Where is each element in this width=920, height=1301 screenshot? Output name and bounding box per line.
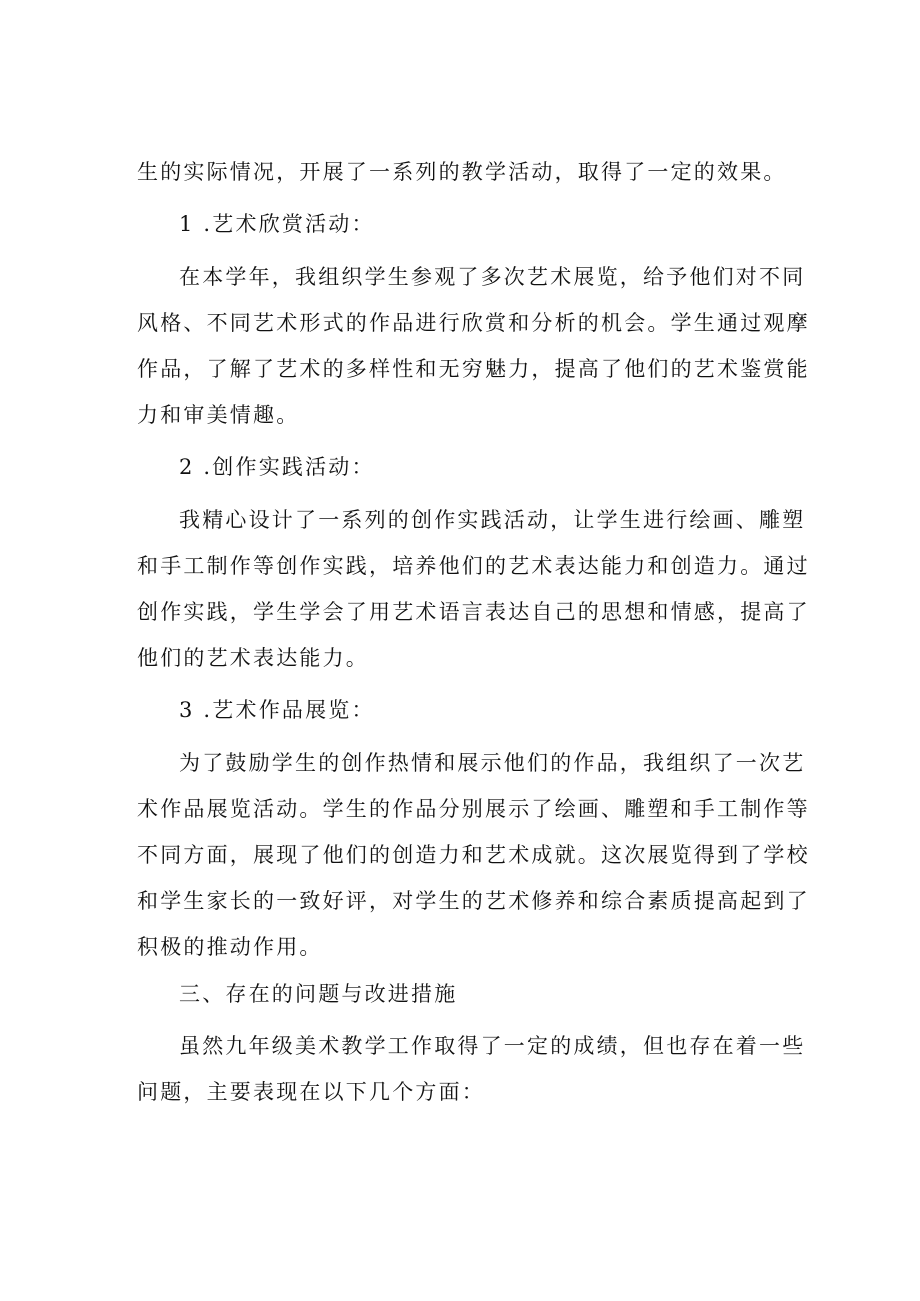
paragraph-line: 和学生家长的一致好评，对学生的艺术修养和综合素质提高起到了 [137,889,810,913]
paragraph-line: 不同方面，展现了他们的创造力和艺术成就。这次展览得到了学校 [137,843,810,867]
paragraph-line: 问题，主要表现在以下几个方面： [137,1080,485,1104]
paragraph-line: 积极的推动作用。 [137,935,323,959]
paragraph-line: 创作实践，学生学会了用艺术语言表达自己的思想和情感，提高了 [137,600,810,624]
paragraph-line: 和手工制作等创作实践，培养他们的艺术表达能力和创造力。通过 [137,554,810,578]
paragraph-line: 生的实际情况，开展了一系列的教学活动，取得了一定的效果。 [137,160,787,184]
paragraph-line: 风格、不同艺术形式的作品进行欣赏和分析的机会。学生通过观摩 [137,311,810,335]
paragraph-line: 术作品展览活动。学生的作品分别展示了绘画、雕塑和手工制作等 [137,797,810,821]
paragraph-line: 在本学年，我组织学生参观了多次艺术展览，给予他们对不同 [179,265,806,289]
paragraph-line: 作品，了解了艺术的多样性和无穷魅力，提高了他们的艺术鉴赏能 [137,357,810,381]
paragraph-line: 他们的艺术表达能力。 [137,646,369,670]
paragraph-line: 虽然九年级美术教学工作取得了一定的成绩，但也存在着一些 [179,1034,806,1058]
section-heading-creative-practice: 2 .创作实践活动： [179,455,375,479]
paragraph-line: 力和审美情趣。 [137,403,300,427]
section-heading-problems: 三、存在的问题与改进措施 [179,982,458,1006]
paragraph-line: 我精心设计了一系列的创作实践活动，让学生进行绘画、雕塑 [179,508,806,532]
paragraph-line: 为了鼓励学生的创作热情和展示他们的作品，我组织了一次艺 [179,751,806,775]
section-heading-art-exhibition: 3 .艺术作品展览： [179,698,375,722]
section-heading-art-appreciation: 1 .艺术欣赏活动： [179,212,375,236]
